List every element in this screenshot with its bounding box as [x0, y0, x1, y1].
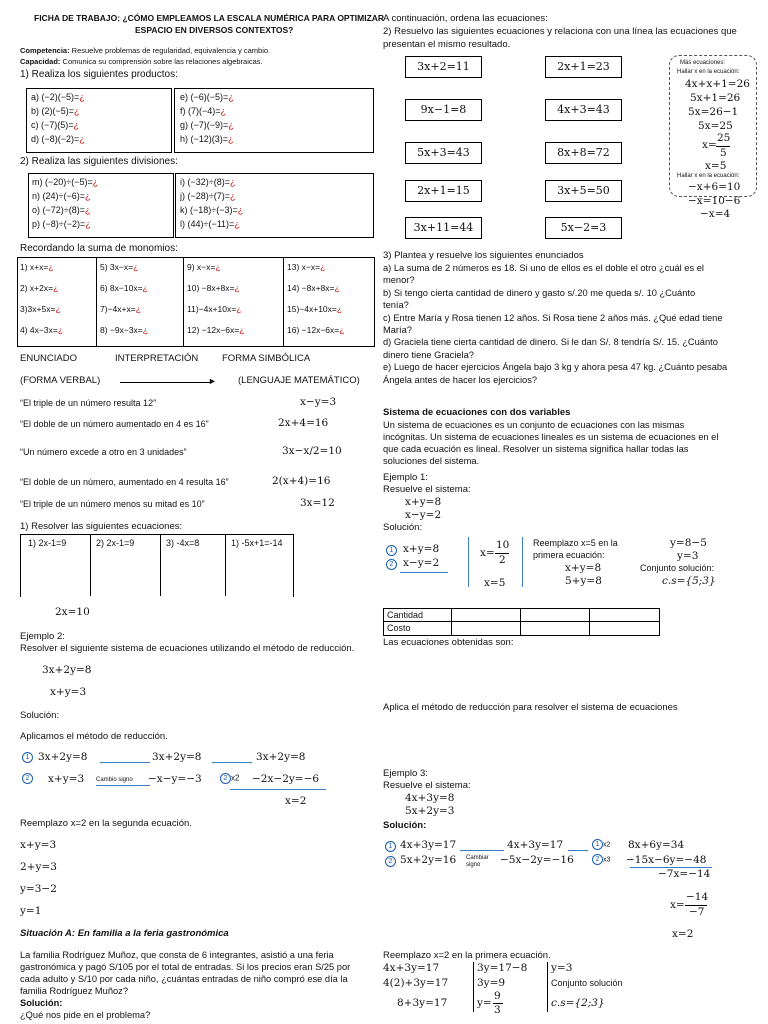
ecuaciones-title: 1) Resolver las siguientes ecuaciones: — [20, 521, 183, 532]
ej2-s4: y=1 — [20, 905, 42, 917]
question-mark: ¿ — [239, 325, 245, 335]
ej2-circle-1: 1 — [22, 752, 33, 763]
division-item: j) (−28)÷(7)=¿ — [180, 191, 236, 201]
ej3-solucion: Solución: — [383, 820, 427, 831]
ordena-l3: presentan el mismo resultado. — [383, 39, 511, 50]
ej3-result: x=2 — [672, 928, 694, 940]
ecuacion-1: 1) 2x-1=9 — [28, 538, 67, 548]
producto-item: c) (−7)(5)=¿ — [31, 120, 80, 130]
ej3-resuelve: Resuelve el sistema: — [383, 780, 471, 791]
question-mark: ¿ — [135, 304, 141, 314]
ej2-solucion: Solución: — [20, 710, 60, 721]
aplica-reduccion: Aplica el método de reducción para resolver el sistema de ecuaciones — [383, 702, 678, 713]
ej3-h3: c.s={2;3} — [551, 997, 605, 1009]
question-mark: ¿ — [73, 120, 80, 130]
ej2-reemplazo: Reemplazo x=2 en la segunda ecuación. — [20, 818, 192, 829]
ej3-a2: 5x+2y=16 — [400, 854, 457, 866]
question-mark: ¿ — [92, 177, 99, 187]
ej2-circle-x2: 2 x2 — [220, 773, 239, 784]
ordena-right-eq: 8x+8=72 — [545, 142, 622, 164]
ordena-left-eq: 3x+11=44 — [405, 217, 482, 239]
ej2-s2: 2+y=3 — [20, 861, 57, 873]
ej1-divider-2 — [522, 537, 523, 587]
question-mark: ¿ — [228, 92, 234, 102]
ej3-h2: Conjunto solución — [551, 978, 623, 988]
ej1-y1: y=8−5 — [670, 537, 707, 549]
ej2-r1a: 3x+2y=8 — [38, 751, 88, 763]
ej3-x3: 2 x3 — [592, 854, 610, 865]
ordena-right-eq: 3x+5=50 — [545, 180, 622, 202]
ej1-x5: x=5 — [484, 577, 506, 589]
situacion-a-p1: La familia Rodríguez Muñoz, que consta de 6 integrantes, asistió a una feria — [20, 950, 334, 960]
question-mark: ¿ — [236, 304, 242, 314]
monomio-cell: 3)3x+5x=¿ — [20, 304, 61, 314]
plantea-line: dinero tiene Graciela? — [383, 349, 474, 360]
ej3-fn: −14 — [686, 891, 709, 903]
ej1-fx: x= — [480, 547, 495, 559]
question-mark: ¿ — [133, 262, 139, 272]
forma-simbolica: x−y=3 — [300, 396, 337, 408]
ej3-g3d: 3 — [494, 1004, 501, 1016]
ej2-cambio-signo: Cambio signo — [96, 777, 133, 783]
ej3-e2: 5x+2y=3 — [405, 805, 455, 817]
division-item: p) (−8)÷(−2)=¿ — [32, 219, 91, 229]
question-mark: ¿ — [336, 304, 343, 314]
ej2-circle-2: 2 — [22, 773, 33, 784]
question-mark: ¿ — [234, 219, 240, 229]
competencia: Competencia: Resuelve problemas de regularidad, equivalencia y cambio. — [20, 46, 271, 55]
plantea-title: 3) Plantea y resuelve los siguientes enunciados — [383, 250, 584, 261]
ej1-y2: y=3 — [677, 550, 699, 562]
ecuaciones-obtenidas: Las ecuaciones obtenidas son: — [383, 637, 514, 648]
monomio-cell: 10) −8x+8x=¿ — [187, 283, 240, 293]
enunciado-text: “El triple de un número menos su mitad es 10” — [20, 499, 205, 509]
ej3-c2: −15x−6y=−48 — [626, 854, 707, 866]
ej3-g1: 3y=17−8 — [477, 962, 528, 974]
forma-simbolica: 3x−x/2=10 — [282, 445, 342, 457]
monomio-cell: 14) −8x+8x=¿ — [287, 283, 340, 293]
mas-frac-num: 25 — [717, 132, 731, 144]
sistema-line: incógnitas. Un sistema de ecuaciones lineales es un sistema de ecuaciones en el — [383, 432, 719, 442]
division-item: o) (−72)÷(8)=¿ — [32, 205, 91, 215]
ej3-g2: 3y=9 — [477, 977, 506, 989]
mas-t3: Hallar x en la ecuación: — [677, 173, 740, 179]
ej1-r2: primera ecuación: — [533, 550, 605, 560]
mas-e1: 4x+x+1=26 — [685, 78, 750, 90]
monomio-cell: 16) −12x−6x=¿ — [287, 325, 345, 335]
question-mark: ¿ — [48, 262, 54, 272]
question-mark: ¿ — [57, 325, 64, 335]
situacion-a-title: Situación A: En familia a la feria gastronómica — [20, 928, 229, 939]
plantea-line: a) La suma de 2 números es 18. Si uno de ellos es el doble el otro ¿cuál es el — [383, 263, 704, 273]
ej1-e1: x+y=8 — [405, 496, 442, 508]
ej3-fd: −7 — [689, 906, 705, 918]
ordena-l1: A continuación, ordena las ecuaciones: — [383, 13, 548, 24]
ej1-r4: 5+y=8 — [565, 575, 602, 587]
ordena-left-eq: 9x−1=8 — [405, 99, 482, 121]
enunciado-text: “Un número excede a otro en 3 unidades” — [20, 447, 187, 457]
ej3-d3: 8+3y=17 — [397, 997, 448, 1009]
question-mark: ¿ — [228, 134, 234, 144]
ej2-s3: y=3−2 — [20, 883, 57, 895]
ej3-e1: 4x+3y=8 — [405, 792, 455, 804]
lone-equation: 2x=10 — [55, 606, 90, 618]
ej2-r2c: −2x−2y=−6 — [252, 773, 320, 785]
situacion-a-question: ¿Qué nos pide en el problema? — [20, 1010, 151, 1020]
monomio-cell: 11)−4x+10x=¿ — [187, 304, 242, 314]
question-mark: ¿ — [339, 325, 345, 335]
question-mark: ¿ — [84, 191, 91, 201]
question-mark: ¿ — [79, 92, 85, 102]
division-item: i) (−32)÷(8)=¿ — [180, 177, 236, 187]
division-item: n) (24)÷(−6)=¿ — [32, 191, 91, 201]
forma-simbolica: 2x+4=16 — [278, 417, 329, 429]
question-mark: ¿ — [334, 283, 340, 293]
ej3-h1: y=3 — [551, 962, 573, 974]
hdr-forma-simbolica: FORMA SIMBÓLICA — [222, 353, 311, 364]
ej1-r3: x+y=8 — [565, 562, 602, 574]
capacidad: Capacidad: Comunica su comprensión sobre las relaciones algebraicas. — [20, 57, 263, 66]
ej1-solucion: Solución: — [383, 522, 423, 533]
ej3-circle-2: 2 — [385, 856, 396, 867]
ej2-eq1: 3x+2y=8 — [42, 664, 92, 676]
hdr-forma-verbal: (FORMA VERBAL) — [20, 375, 101, 386]
hdr-interpretacion: INTERPRETACIÓN — [115, 353, 199, 364]
question-mark: ¿ — [229, 191, 236, 201]
mas-x-eq: x= — [702, 139, 717, 151]
ej1-fd: 2 — [499, 554, 506, 566]
producto-item: h) (−12)(3)=¿ — [180, 134, 234, 144]
question-mark: ¿ — [237, 205, 244, 215]
mas-e6: x=5 — [705, 160, 727, 172]
mas-frac-den: 5 — [720, 147, 727, 159]
plantea-line: María? — [383, 325, 412, 335]
mas-e8: −x=10−6 — [688, 195, 741, 207]
page-title-line2: ESPACIO EN DIVERSOS CONTEXTOS? — [135, 25, 294, 35]
ej1-r1: Reemplazo x=5 en la — [533, 538, 618, 548]
situacion-a-p2: gastronómica y pagó S/105 por el total de entradas. Si los precios eran S/25 por — [20, 962, 351, 972]
producto-item: d) (−8)(−2)=¿ — [31, 134, 85, 144]
ej2-r2b: −x−y=−3 — [148, 773, 202, 785]
ej1-resuelve: Resuelve el sistema: — [383, 484, 471, 495]
ej1-circle-1: 1 — [386, 545, 397, 556]
ejemplo2-title: Ejemplo 2: — [20, 631, 65, 642]
ej3-c1: 8x+6y=34 — [628, 839, 685, 851]
sistema-title: Sistema de ecuaciones con dos variables — [383, 407, 571, 418]
monomio-cell: 1) x+x=¿ — [20, 262, 54, 272]
ej1-circle-2: 2 — [386, 559, 397, 570]
monomios-title: Recordando la suma de monomios: — [20, 243, 178, 254]
question-mark: ¿ — [84, 205, 91, 215]
ej2-s1: x+y=3 — [20, 839, 57, 851]
producto-item: f) (7)(−4)=¿ — [180, 106, 227, 116]
costo-label: Costo — [387, 623, 411, 633]
division-item: l) (44)÷(−11)=¿ — [180, 219, 240, 229]
plantea-line: d) Graciela tiene cierta cantidad de dinero. Si le dan S/. 8 tendría S/. 15. ¿Cuánto — [383, 337, 718, 348]
ordena-right-eq: 2x+1=23 — [545, 56, 622, 78]
ej3-g3n: 9 — [494, 990, 501, 1002]
producto-item: a) (−2)(−5)=¿ — [31, 92, 85, 102]
producto-item: g) (−7)(−9)=¿ — [180, 120, 234, 130]
question-mark: ¿ — [74, 106, 80, 116]
hdr-lenguaje: (LENGUAJE MATEMÁTICO) — [238, 375, 360, 386]
question-mark: ¿ — [142, 283, 148, 293]
ej2-eq2: x+y=3 — [50, 686, 87, 698]
monomio-cell: 15)−4x+10x=¿ — [287, 304, 343, 314]
mas-t1: Más ecuaciones: — [680, 60, 726, 66]
ej3-reemplazo: Reemplazo x=2 en la primera ecuación. — [383, 950, 551, 961]
cantidad-costo-table — [383, 608, 660, 636]
monomio-cell: 6) 8x−10x=¿ — [100, 283, 148, 293]
monomio-cell: 8) −9x−3x=¿ — [100, 325, 148, 335]
monomio-cell: 12) −12x−6x=¿ — [187, 325, 245, 335]
monomio-cell: 5) 3x−x=¿ — [100, 262, 139, 272]
forma-simbolica: 3x=12 — [300, 497, 335, 509]
question-mark: ¿ — [85, 219, 91, 229]
question-mark: ¿ — [142, 325, 148, 335]
situacion-a-p4: familia Rodríguez Muñoz? — [20, 986, 128, 996]
ej2-aplicamos: Aplicamos el método de reducción. — [20, 731, 168, 742]
ordena-right-eq: 5x−2=3 — [545, 217, 622, 239]
mas-e7: −x+6=10 — [688, 181, 741, 193]
ej3-title: Ejemplo 3: — [383, 768, 428, 779]
ecuacion-3: 3) -4x=8 — [166, 538, 200, 548]
ecuacion-2: 2) 2x-1=9 — [96, 538, 135, 548]
question-mark: ¿ — [215, 262, 221, 272]
cantidad-label: Cantidad — [387, 610, 424, 620]
plantea-line: Ángela antes de hacer los ejercicios? — [383, 374, 538, 385]
mas-e4: 5x=25 — [698, 120, 733, 132]
plantea-line: tenía? — [383, 300, 409, 311]
ej1-divider-1 — [468, 537, 469, 587]
productos-title: 1) Realiza los siguientes productos: — [20, 69, 178, 80]
question-mark: ¿ — [320, 262, 326, 272]
ejemplo2-desc: Resolver el siguiente sistema de ecuaciones utilizando el método de reducción. — [20, 643, 355, 654]
ej2-r1c: 3x+2y=8 — [256, 751, 306, 763]
sistema-line: que cada ecuación es lineal. Resolver un sistema significa hallar todas las — [383, 444, 689, 454]
enunciado-text: “El triple de un número resulta 12” — [20, 398, 157, 408]
ej1-csv: c.s={5;3} — [662, 575, 716, 587]
producto-item: b) (2)(−5)=¿ — [31, 106, 80, 116]
question-mark: ¿ — [79, 134, 85, 144]
enunciado-text: “El doble de un número aumentado en 4 es 16” — [20, 419, 209, 429]
ordena-left-eq: 2x+1=15 — [405, 180, 482, 202]
monomio-cell: 2) x+2x=¿ — [20, 283, 59, 293]
ej2-r2a: x+y=3 — [48, 773, 85, 785]
question-mark: ¿ — [229, 177, 236, 187]
situacion-a-p3: cada adulto y S/10 por cada niño, ¿cuántas entradas de niño compró ese día la — [20, 974, 348, 984]
producto-item: e) (−6)(−5)=¿ — [180, 92, 234, 102]
ecuacion-4: 1) -5x+1=-14 — [231, 538, 283, 548]
ordena-l2: 2) Resuelvo las siguientes ecuaciones y relaciona con una línea las ecuaciones que — [383, 26, 737, 37]
question-mark: ¿ — [53, 283, 59, 293]
division-item: m) (−20)÷(−5)=¿ — [32, 177, 99, 187]
ej3-a1: 4x+3y=17 — [400, 839, 457, 851]
ej3-circle-1: 1 — [385, 841, 396, 852]
ordena-left-eq: 5x+3=43 — [405, 142, 482, 164]
ej1-e2: x−y=2 — [405, 509, 442, 521]
ej3-d1: 4x+3y=17 — [383, 962, 440, 974]
plantea-line: c) Entre María y Rosa tienen 12 años. Si Rosa tiene 2 años más. ¿Qué edad tiene — [383, 312, 723, 323]
ej3-fx: x= — [670, 899, 685, 911]
plantea-line: b) Si tengo cierta cantidad de dinero y gasto s/.20 me queda s/. 10 ¿Cuánto — [383, 287, 696, 298]
question-mark: ¿ — [55, 304, 61, 314]
ej3-g3: y= — [477, 997, 492, 1009]
mas-e2: 5x+1=26 — [690, 92, 741, 104]
forma-simbolica: 2(x+4)=16 — [272, 475, 331, 487]
plantea-line: e) Luego de hacer ejercicios Ángela bajo 3 kg y ahora pesa 47 kg. ¿Cuánto pesaba — [383, 362, 728, 373]
sistema-line: soluciones del sistema. — [383, 456, 480, 466]
page-title: FICHA DE TRABAJO: ¿CÓMO EMPLEAMOS LA ESCALA NUMÉRICA PARA OPTIMIZAR — [34, 13, 385, 23]
ej3-b1: 4x+3y=17 — [507, 839, 564, 851]
ej1-title: Ejemplo 1: — [383, 472, 428, 483]
monomio-cell: 4) 4x−3x=¿ — [20, 325, 64, 335]
question-mark: ¿ — [234, 283, 240, 293]
ej2-result: x=2 — [285, 795, 307, 807]
question-mark: ¿ — [220, 106, 227, 116]
ej3-d2: 4(2)+3y=17 — [383, 977, 449, 989]
ej3-c3: −7x=−14 — [658, 868, 711, 880]
ej3-cambiar: Cambiar — [466, 855, 489, 861]
division-item: k) (−18)÷(−3)=¿ — [180, 205, 244, 215]
ordena-right-eq: 4x+3=43 — [545, 99, 622, 121]
ej2-r1b: 3x+2y=8 — [152, 751, 202, 763]
ej1-fn: 10 — [496, 539, 510, 551]
question-mark: ¿ — [228, 120, 234, 130]
ej1-a2: x−y=2 — [403, 557, 440, 569]
mas-e3: 5x=26−1 — [688, 106, 739, 118]
monomio-cell: 9) x−x=¿ — [187, 262, 221, 272]
sistema-line: Un sistema de ecuaciones es un conjunto de ecuaciones con las mismas — [383, 420, 685, 430]
enunciado-text: “El doble de un número, aumentado en 4 resulta 16” — [20, 477, 229, 487]
plantea-line: menor? — [383, 275, 415, 286]
ej3-x2: 1 x2 — [592, 839, 610, 850]
situacion-a-solucion: Solución: — [20, 998, 63, 1008]
ej3-signo: signo — [466, 862, 481, 868]
ej1-cs: Conjunto solución: — [640, 563, 715, 573]
monomio-cell: 13) x−x=¿ — [287, 262, 326, 272]
monomio-cell: 7)−4x+x=¿ — [100, 304, 141, 314]
hdr-enunciado: ENUNCIADO — [20, 353, 78, 364]
ordena-left-eq: 3x+2=11 — [405, 56, 482, 78]
ej1-a1: x+y=8 — [403, 543, 440, 555]
mas-e9: −x=4 — [700, 208, 731, 220]
ej3-b2: −5x−2y=−16 — [500, 854, 574, 866]
divisiones-title: 2) Realiza las siguientes divisiones: — [20, 156, 178, 167]
mas-t2: Hallar x en la ecuación: — [677, 69, 740, 75]
arrow-head: ► — [208, 376, 217, 386]
arrow-line — [120, 382, 210, 383]
